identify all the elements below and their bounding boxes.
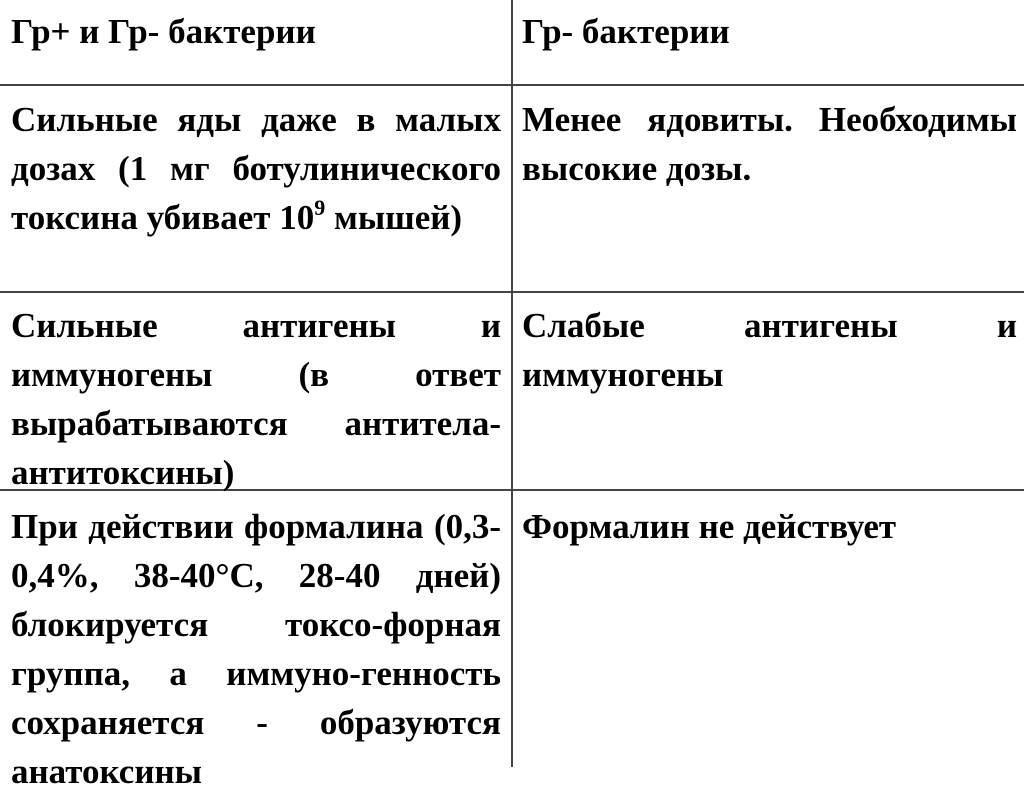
row-divider xyxy=(0,84,1024,86)
header-right: Гр- бактерии xyxy=(522,12,730,51)
row2-right: Слабые антигены и иммуногены xyxy=(522,306,1017,394)
column-divider xyxy=(511,0,513,767)
row1-left-text: Сильные яды даже в малых дозах (1 мг ботулинического токсина убивает 10 xyxy=(11,100,501,237)
row1-left-exponent: 9 xyxy=(314,195,326,220)
row3-left: При действии формалина (0,3-0,4%, 38-40°С, 28-40 дней) блокируется токсо-форная группа, а иммуно-генность сохраняется - образуются анатоксины xyxy=(11,507,501,791)
row1-left xyxy=(11,95,501,242)
row2-left: Сильные антигены и иммуногены (в ответ вырабатываются антитела-антитоксины) xyxy=(11,306,501,492)
row1-right: Менее ядовиты. Необходимы высокие дозы. xyxy=(522,100,1017,188)
row-divider xyxy=(0,291,1024,293)
header-left: Гр+ и Гр- бактерии xyxy=(11,12,316,51)
row1-left-tail: мышей) xyxy=(325,198,463,237)
row3-right: Формалин не действует xyxy=(522,507,897,546)
